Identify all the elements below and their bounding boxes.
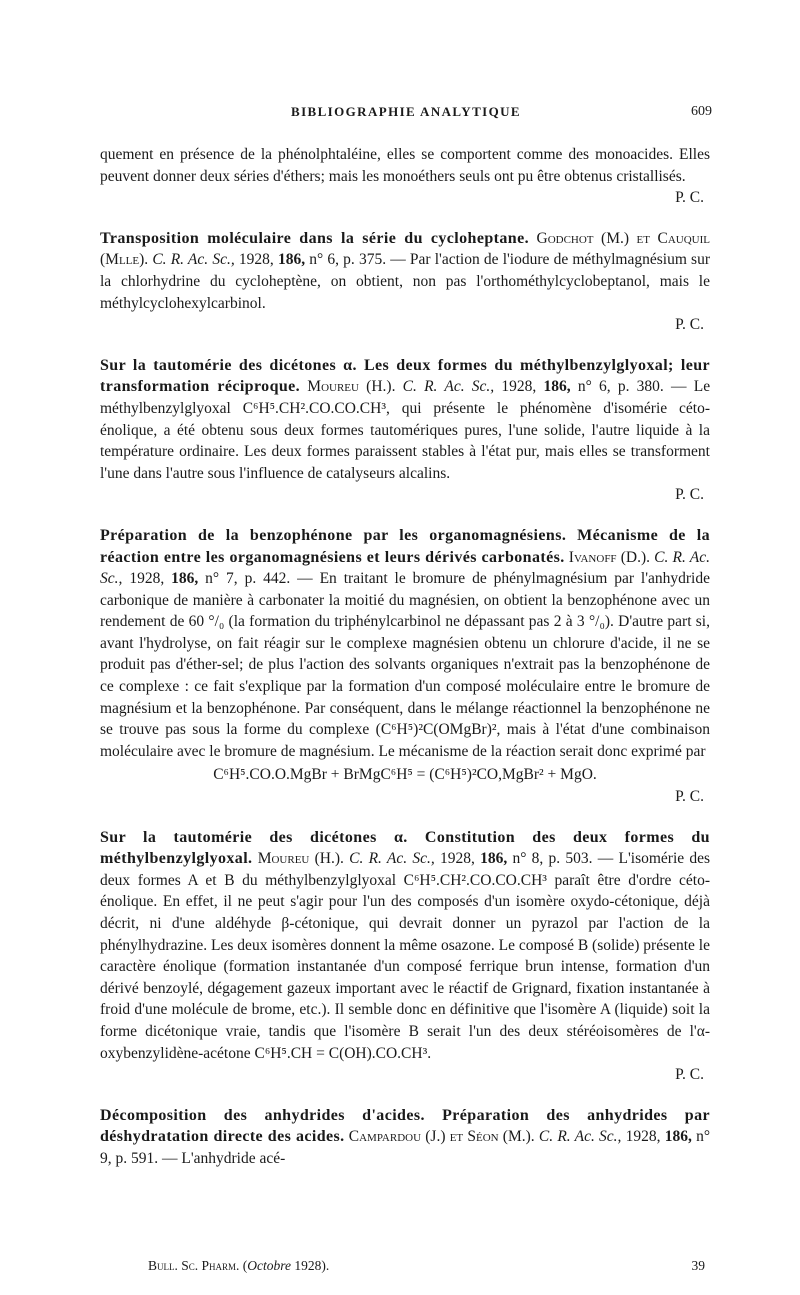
article-authors: Godchot (M.) et Cauquil (Mlle). xyxy=(100,229,710,269)
abstract-entry xyxy=(100,827,710,1086)
journal-volume: 186, xyxy=(171,570,199,588)
journal-issue: n° 6, p. 380. xyxy=(577,378,664,396)
journal-year: 1928, xyxy=(129,570,165,588)
article-authors: Moureu (H.). xyxy=(307,378,396,396)
page-header xyxy=(100,104,712,124)
article-title: Décomposition des anhydrides d'acides. Préparation des anhydrides par déshydratation directe des acides. xyxy=(100,1106,710,1146)
footer-month: Octobre xyxy=(247,1258,292,1273)
journal-name: C. R. Ac. Sc., xyxy=(152,251,235,269)
journal-volume: 186, xyxy=(543,378,571,396)
abstract-signature: P. C. xyxy=(675,189,704,207)
abstract-entry xyxy=(100,355,710,506)
journal-name: C. R. Ac. Sc., xyxy=(349,850,435,868)
abstract-entry xyxy=(100,525,710,808)
journal-year: 1928, xyxy=(501,378,537,396)
article-title: Transposition moléculaire dans la série du cycloheptane. xyxy=(100,229,529,247)
abstract-text xyxy=(100,827,710,1065)
journal-year: 1928, xyxy=(625,1128,661,1146)
journal-issue: n° 6, p. 375. xyxy=(309,251,387,269)
article-authors: Campardou (J.) et Séon (M.). xyxy=(348,1128,535,1146)
footer-citation xyxy=(148,1258,329,1274)
abstract-entry xyxy=(100,144,710,209)
journal-volume: 186, xyxy=(277,251,306,269)
journal-name: C. R. Ac. Sc., xyxy=(538,1128,622,1146)
reaction-formula: C⁶H⁵.CO.O.MgBr + BrMgC⁶H⁵ = (C⁶H⁵)²CO,MgBr² + MgO. xyxy=(213,766,597,784)
abstract-signature: P. C. xyxy=(675,316,704,334)
article-title: Sur la tautomérie des dicétones α. Constitution des deux formes du méthylbenzylglyoxal. xyxy=(100,828,710,868)
footer-year: 1928). xyxy=(291,1258,330,1273)
abstract-body: — L'isomérie des deux formes A et B du méthylbenzylglyoxal C⁶H⁵.CH².CO.CO.CH³ paraît être d'ordre céto-énolique. En effet, il ne peut s'agir pour l'un des composés d'un isomère oxydo-cétonique, déjà décrit, ni d'une aldéhyde β-cétonique, qui devrait donner un pyrazol par l'action de la phénylhydrazine. Les deux isomères donnent la même osazone. Le composé B (solide) présente le caractère énolique (formation instantanée d'un composé ferrique brun intense, formation d'un dérivé benzoylé, dégagement gazeux important avec le réactif de Grignard, fixation instantanée à froid d'une molécule de brome, etc.). Il semble donc en définitive que l'isomère A (liquide) soit la forme dicétonique vraie, tandis que l'isomère B serait l'un des deux stéréoisomères de l'α-oxybenzylidène-acétone C⁶H⁵.CH = C(OH).CO.CH³. xyxy=(100,850,711,1062)
journal-issue: n° 9, p. 591. xyxy=(100,1128,711,1167)
abstract-entry xyxy=(100,228,710,336)
journal-year: 1928, xyxy=(238,251,274,269)
page-body xyxy=(100,144,710,1189)
signature-mark: 39 xyxy=(691,1258,705,1273)
article-title: Sur la tautomérie des dicétones α. Les deux formes du méthylbenzylglyoxal; leur transformation réciproque. xyxy=(100,356,710,396)
abstract-signature: P. C. xyxy=(675,788,704,806)
running-title: BIBLIOGRAPHIE ANALYTIQUE xyxy=(291,104,521,119)
journal-name: C. R. Ac. Sc., xyxy=(100,548,711,588)
page-number: 609 xyxy=(691,104,712,119)
abstract-body: — Par l'action de l'iodure de méthylmagnésium sur la chlorhydrine du cycloheptène, on obtient, non pas l'orthométhylcyclobeptanol, mais le méthylcyclohexylcarbinol. xyxy=(100,251,710,312)
abstract-body: — En traitant le bromure de phénylmagnésium par l'anhydride carbonique de manière à carbonater la moitié du magnésien, on obtient la benzophénone avec un rendement de 60 °/₀ (la formation du triphénylcarbinol ne dépassant pas 2 à 3 °/₀). D'autre part si, avant l'hydrolyse, on fait réagir sur le complexe magnésien obtenu un chlorure d'acide, il ne se produit pas d'éther-sel; de plus l'action des solvants organiques n'extrait pas la benzophénone de ce complexe : ce fait s'explique par la formation d'un composé moléculaire entre le bromure de magnésium et la benzophénone. Par conséquent, dans le mélange réactionnel la benzophénone ne se trouve pas sous la forme du complexe (C⁶H⁵)²C(OMgBr)², mais à l'état d'une combinaison moléculaire avec le bromure de magnésium. Le mécanisme de la réaction serait donc exprimé par xyxy=(100,570,710,760)
abstract-signature: P. C. xyxy=(675,1066,704,1084)
article-authors: Moureu (H.). xyxy=(257,850,344,868)
journal-issue: n° 8, p. 503. xyxy=(512,850,593,868)
journal-volume: 186, xyxy=(480,850,508,868)
abstract-text xyxy=(100,355,710,485)
footer-journal: Bull. Sc. Pharm. ( xyxy=(148,1258,248,1273)
abstract-text xyxy=(100,228,710,314)
journal-issue: n° 7, p. 442. xyxy=(205,570,291,588)
journal-volume: 186, xyxy=(664,1128,692,1146)
journal-name: C. R. Ac. Sc., xyxy=(402,378,495,396)
abstract-body: — Le méthylbenzylglyoxal C⁶H⁵.CH².CO.CO.CH³, qui présente le phénomène d'isomérie céto-énolique, a été obtenu sous deux formes tautomériques pures, l'une solide, l'autre liquide à la température ordinaire. Les deux formes paraissent stables à l'état pur, mais elles se transforment l'une dans l'autre sous l'influence de catalyseurs alcalins. xyxy=(100,378,711,482)
abstract-text xyxy=(100,525,710,763)
journal-year: 1928, xyxy=(439,850,475,868)
abstract-signature: P. C. xyxy=(675,486,704,504)
article-authors: Ivanoff (D.). xyxy=(568,548,650,566)
abstract-text xyxy=(100,1105,710,1170)
abstract-body: — L'anhydride acé- xyxy=(162,1149,286,1167)
abstract-entry xyxy=(100,1105,710,1170)
article-title: Préparation de la benzophénone par les organomagnésiens. Mécanisme de la réaction entre les organomagnésiens et leurs dérivés carbonatés. xyxy=(100,526,710,566)
abstract-text: quement en présence de la phénolphtaléine, elles se comportent comme des monoacides. Elles peuvent donner deux séries d'éthers; mais les monoéthers seuls ont pu être obtenus cristallisés. xyxy=(100,146,710,185)
